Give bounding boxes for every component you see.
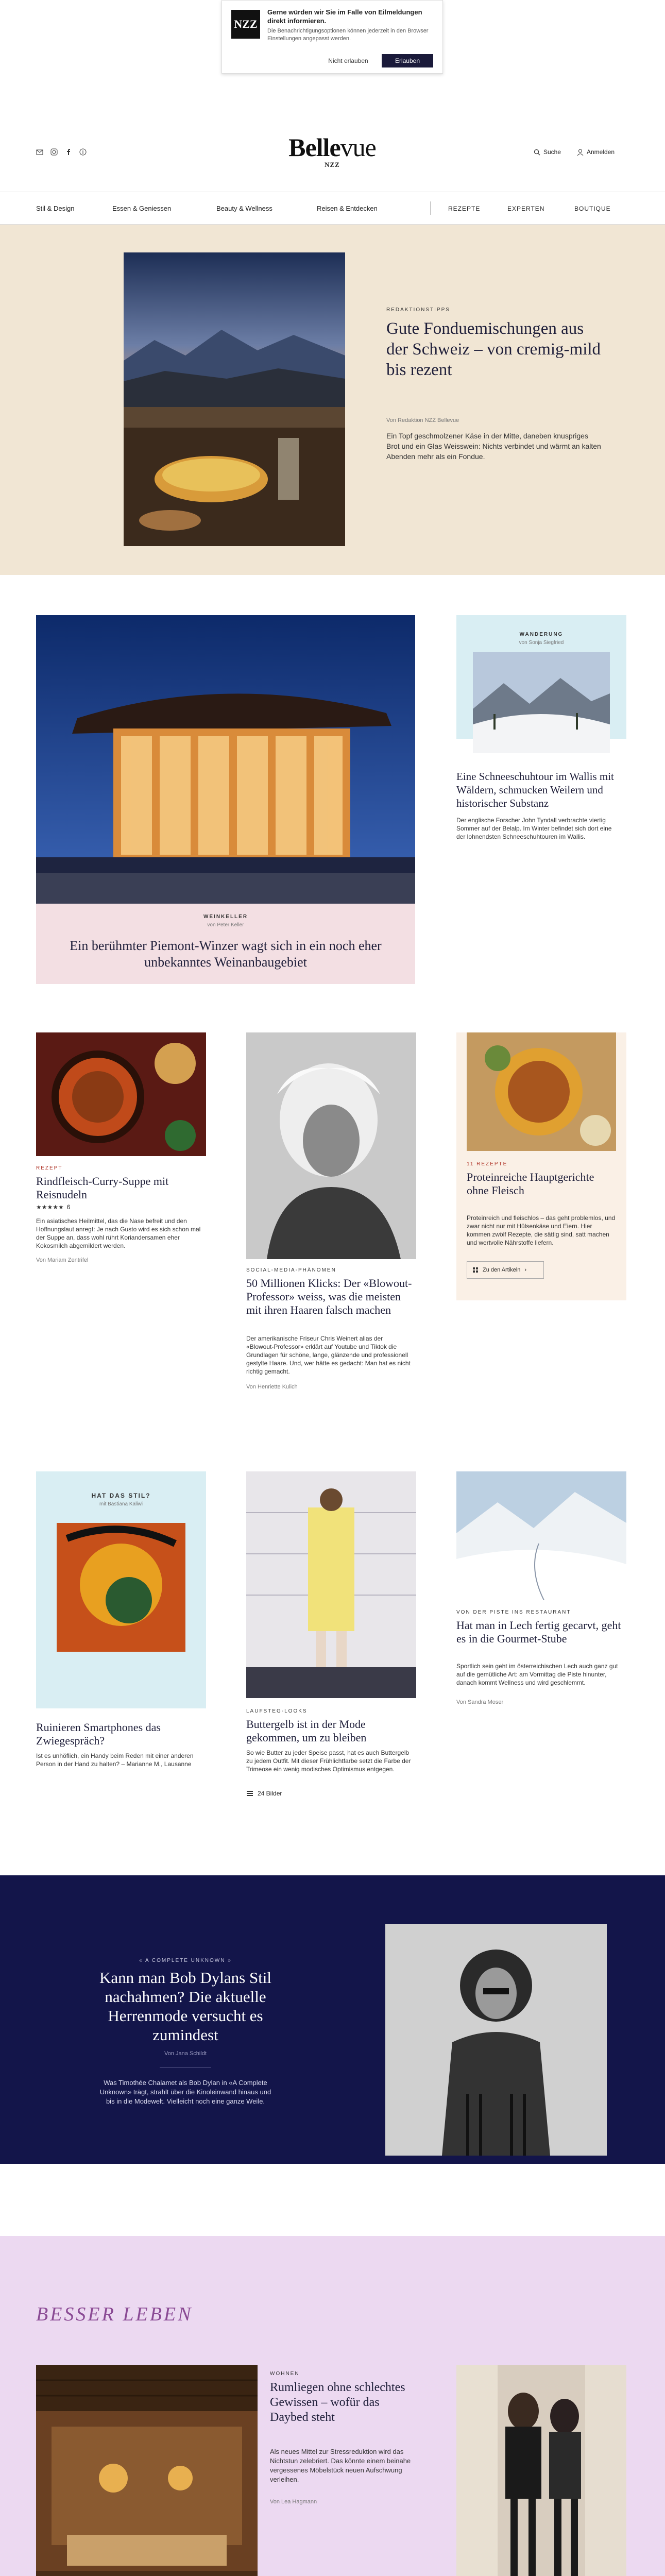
blowout-teaser: Der amerikanische Friseur Chris Weinert alias der «Blowout-Professor» erklärt auf Youtube und Tiktok die Grundlagen für schöne, lange, glänzende und professionell gestylte Haare. Und, wer hätte es gedacht: Man hat es nicht richtig gemacht. <box>246 1335 411 1375</box>
stil-image[interactable] <box>57 1523 185 1652</box>
notification-consent-dialog <box>221 0 443 74</box>
protein-link-label: Zu den Artikeln <box>483 1267 521 1273</box>
nav-item-essen[interactable]: Essen & Geniessen <box>112 205 172 212</box>
nav-divider <box>430 201 431 215</box>
wanderung-kicker: WANDERUNG <box>519 632 564 637</box>
nav-item-beauty[interactable]: Beauty & Wellness <box>216 205 272 212</box>
login-button[interactable] <box>577 148 615 156</box>
daybed-author: Von Lea Hagmann <box>270 2499 317 2505</box>
curry-author: Von Mariam Zentrifel <box>36 1257 89 1263</box>
nav-item-boutique[interactable]: BOUTIQUE <box>574 205 611 212</box>
protein-image[interactable] <box>467 1032 616 1151</box>
dylan-section <box>0 1875 665 2164</box>
search-label: Suche <box>543 148 561 156</box>
grid-icon <box>472 1267 479 1273</box>
nav-item-rezepte[interactable]: REZEPTE <box>448 205 481 212</box>
besser-leben-section <box>0 2236 665 2576</box>
curry-image[interactable] <box>36 1032 206 1156</box>
consent-text: Die Benachrichtigungsoptionen können jederzeit in den Browser Einstellungen angepasst werden. <box>267 28 429 42</box>
feature-title[interactable]: Ein berühmter Piemont-Winzer wagt sich in ein noch eher unbekanntes Weinanbaugebiet <box>70 938 382 970</box>
curry-kicker: REZEPT <box>36 1165 63 1171</box>
wanderung-image[interactable] <box>473 652 610 753</box>
protein-card[interactable] <box>456 1032 626 1300</box>
pinterest-icon[interactable] <box>79 148 87 156</box>
hero-section <box>0 225 665 575</box>
nav-item-experten[interactable]: EXPERTEN <box>507 205 545 212</box>
daybed-image[interactable] <box>36 2365 258 2576</box>
gallery-count: 24 Bilder <box>258 1790 282 1797</box>
buttergelb-title[interactable]: Buttergelb ist in der Mode gekommen, um zu bleiben <box>246 1718 367 1744</box>
protein-link[interactable] <box>467 1261 544 1279</box>
nav-item-stil-design[interactable]: Stil & Design <box>36 205 75 212</box>
blowout-kicker: SOCIAL-MEDIA-PHÄNOMEN <box>246 1267 336 1273</box>
facebook-icon[interactable] <box>65 148 72 156</box>
stil-title[interactable]: Ruinieren Smartphones das Zwiegespräch? <box>36 1721 161 1747</box>
hero-kicker: REDAKTIONSTIPPS <box>386 307 450 313</box>
blowout-author: Von Henriette Kulich <box>246 1384 298 1390</box>
feature-caption-box <box>36 904 415 984</box>
hat-das-stil-card[interactable] <box>36 1471 206 1708</box>
arrow-right-icon: › <box>524 1267 527 1273</box>
curry-title[interactable]: Rindfleisch-Curry-Suppe mit Reisnudeln <box>36 1175 169 1201</box>
dylan-image[interactable] <box>385 1924 607 2156</box>
rating-stars: ★★★★★ <box>36 1204 64 1211</box>
social-icons <box>36 148 87 156</box>
logo-subtitle: NZZ <box>325 161 340 168</box>
consent-title: Gerne würden wir Sie im Falle von Eilmeldungen direkt informieren. <box>267 8 422 25</box>
buttergelb-teaser: So wie Butter zu jeder Speise passt, hat es auch Buttergelb zu jedem Outfit. Mit dieser Frühlichtfarbe setzt die Farbe der Trimeose ein wenig modisches Optimismus entgegen. <box>246 1749 411 1773</box>
nav-item-reisen[interactable]: Reisen & Entdecken <box>317 205 378 212</box>
dylan-teaser: Was Timothée Chalamet als Bob Dylan in «A Complete Unknown» trägt, strahlt über die Kinoleinwand hinaus und bis in die Modewelt. Vielleicht noch eine ganze Weile. <box>99 2079 271 2105</box>
stil-badge: HAT DAS STIL? <box>91 1492 151 1499</box>
dylan-title[interactable]: Kann man Bob Dylans Stil nachahmen? Die aktuelle Herrenmode versucht es zumindest <box>99 1969 272 2044</box>
protein-title[interactable]: Proteinreiche Hauptgerichte ohne Fleisch <box>467 1171 594 1197</box>
side-article-wanderung[interactable] <box>456 615 626 904</box>
instagram-icon[interactable] <box>50 148 58 156</box>
lech-title[interactable]: Hat man in Lech fertig gecarvt, geht es in die Gourmet-Stube <box>456 1619 621 1645</box>
user-icon <box>577 149 584 156</box>
site-logo[interactable] <box>268 134 397 169</box>
blowout-title[interactable]: 50 Millionen Klicks: Der «Blowout-Professor» weiss, was die meisten mit ihren Haaren falsch machen <box>246 1277 412 1316</box>
gallery-indicator[interactable] <box>246 1790 282 1797</box>
lech-kicker: VON DER PISTE INS RESTAURANT <box>456 1609 571 1615</box>
wanderung-teaser: Der englische Forscher John Tyndall verbrachte viertig Sommer auf der Belalp. Im Winter befindet sich dort eine der lohnendsten Schneeschuhtouren im Wallis. <box>456 817 612 840</box>
nzz-logo: NZZ <box>231 10 260 39</box>
mail-icon[interactable] <box>36 148 43 156</box>
hero-title[interactable]: Gute Fonduemischungen aus der Schweiz – von cremig-mild bis rezent <box>386 319 601 379</box>
protein-kicker: 11 REZEPTE <box>467 1161 508 1167</box>
gallery-icon <box>246 1790 253 1797</box>
buttergelb-kicker: LAUFSTEG-LOOKS <box>246 1708 308 1714</box>
feature-image[interactable] <box>36 615 415 904</box>
decline-button[interactable]: Nicht erlauben <box>328 57 368 64</box>
stil-badge-author: mit Bastiana Kaliwi <box>99 1501 143 1507</box>
search-button[interactable] <box>534 148 561 156</box>
curry-rating <box>36 1204 70 1211</box>
lech-image[interactable] <box>456 1471 626 1600</box>
hero-teaser: Ein Topf geschmolzener Käse in der Mitte, daneben knuspriges Brot und ein Glas Weisswein: Nichts verbindet und wärmt an kalten Abenden mehr als ein Fondue. <box>386 432 601 461</box>
logo-part-b: vue <box>340 133 376 162</box>
hero-image[interactable] <box>124 252 345 546</box>
login-label: Anmelden <box>587 148 615 156</box>
besser-heading: BESSER LEBEN <box>36 2303 193 2325</box>
header <box>0 118 665 185</box>
feature-author: von Peter Keller <box>207 922 244 928</box>
rating-count: 6 <box>66 1204 71 1211</box>
main-navigation <box>0 192 665 225</box>
dylan-kicker: « A COMPLETE UNKNOWN » <box>139 1958 232 1963</box>
nylon-image[interactable] <box>456 2365 626 2576</box>
accept-button[interactable]: Erlauben <box>382 54 433 67</box>
search-icon <box>534 149 540 156</box>
feature-kicker: WEINKELLER <box>203 914 248 920</box>
daybed-kicker: WOHNEN <box>270 2371 300 2377</box>
daybed-title[interactable]: Rumliegen ohne schlechtes Gewissen – wofür das Daybed steht <box>270 2381 405 2424</box>
lech-author: Von Sandra Moser <box>456 1699 504 1705</box>
buttergelb-image[interactable] <box>246 1471 416 1698</box>
wanderung-author: von Sonja Siegfried <box>519 640 564 646</box>
wanderung-title[interactable]: Eine Schneeschuhtour im Wallis mit Wäldern, schmucken Weilern und historischer Substanz <box>456 770 614 809</box>
dylan-author: Von Jana Schildt <box>164 2050 207 2057</box>
blowout-image[interactable] <box>246 1032 416 1259</box>
logo-part-a: Belle <box>288 133 340 162</box>
curry-teaser: Ein asiatisches Heilmittel, das die Nase befreit und den Hoffnungslaut anregt: Je nach Gusto wird es sich schon mal der Suppe an, dass wohl rührt Koriandersamen eher Kokosmilch abgemildert werden. <box>36 1217 201 1249</box>
lech-teaser: Sportlich sein geht im österreichischen Lech auch ganz gut auf die gemütliche Art: am Vormittag die Piste hinunter, danach kommt Wellness und wird geschlemmt. <box>456 1663 618 1686</box>
protein-teaser: Proteinreich und fleischlos – das geht problemlos, und zwar nicht nur mit Hülsenkäse und Eiern. Hier kommen zwölf Rezepte, die sättig sind, satt machen und wertvolle Nährstoffe liefern. <box>467 1214 616 1246</box>
daybed-teaser: Als neues Mittel zur Stressreduktion wird das Nichtstun zelebriert. Das könnte einem beinahe vergessenes Möbelstück neuen Aufschwung verleihen. <box>270 2448 411 2483</box>
hero-author: Von Redaktion NZZ Bellevue <box>386 417 459 423</box>
stil-teaser: Ist es unhöflich, ein Handy beim Reden mit einer anderen Person in der Hand zu halten? – Marianne M., Lausanne <box>36 1752 194 1768</box>
